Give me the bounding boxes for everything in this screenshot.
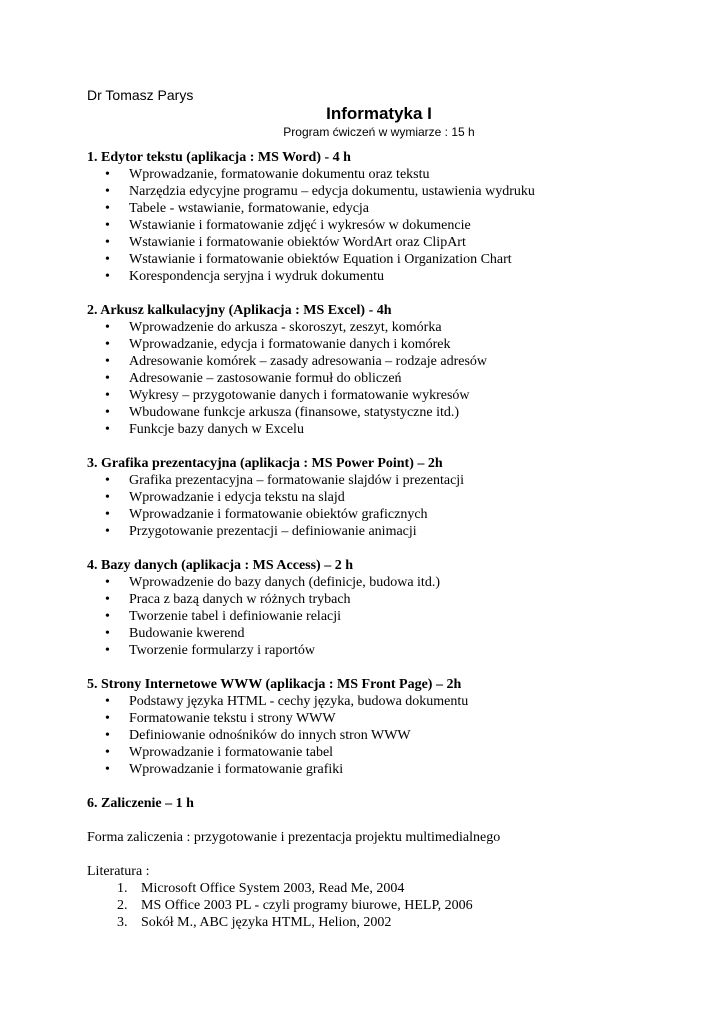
list-item-text: Funkcje bazy danych w Excelu <box>129 422 304 437</box>
bullet-icon: • <box>105 762 110 777</box>
bullet-list <box>87 574 647 659</box>
list-item <box>87 761 647 778</box>
bullet-icon: • <box>105 371 110 386</box>
bullet-icon: • <box>105 643 110 658</box>
list-item-text: Wprowadzenie do arkusza - skoroszyt, zeszyt, komórka <box>129 320 442 335</box>
literature-item <box>87 914 647 931</box>
section-heading: 2. Arkusz kalkulacyjny (Aplikacja : MS Excel) - 4h <box>87 303 392 318</box>
literature-number: 2. <box>117 898 128 913</box>
list-item-text: Budowanie kwerend <box>129 626 245 641</box>
section-3 <box>87 455 647 540</box>
list-item <box>87 472 647 489</box>
list-item <box>87 234 647 251</box>
list-item <box>87 506 647 523</box>
list-item-text: Przygotowanie prezentacji – definiowanie animacji <box>129 524 417 539</box>
list-item-text: Wprowadzanie i formatowanie obiektów graficznych <box>129 507 428 522</box>
list-item <box>87 608 647 625</box>
literature-item <box>87 880 647 897</box>
bullet-list <box>87 693 647 778</box>
list-item <box>87 251 647 268</box>
list-item-text: Wprowadzenie do bazy danych (definicje, budowa itd.) <box>129 575 440 590</box>
assessment-text: Forma zaliczenia : przygotowanie i prezentacja projektu multimedialnego <box>87 830 501 845</box>
list-item-text: Formatowanie tekstu i strony WWW <box>129 711 336 726</box>
bullet-icon: • <box>105 473 110 488</box>
document-page <box>87 86 647 931</box>
bullet-icon: • <box>105 320 110 335</box>
bullet-list <box>87 166 647 285</box>
list-item <box>87 523 647 540</box>
list-item <box>87 404 647 421</box>
list-item-text: Grafika prezentacyjna – formatowanie slajdów i prezentacji <box>129 473 465 488</box>
list-item-text: Wprowadzanie i formatowanie tabel <box>129 745 334 760</box>
list-item <box>87 353 647 370</box>
course-sections <box>87 149 647 812</box>
section-1 <box>87 149 647 285</box>
bullet-icon: • <box>105 609 110 624</box>
document-subtitle: Program ćwiczeń w wymiarze : 15 h <box>283 125 475 139</box>
list-item-text: Narzędzia edycyjne programu – edycja dokumentu, ustawienia wydruku <box>129 184 535 199</box>
list-item-text: Wprowadzanie i formatowanie grafiki <box>129 762 344 777</box>
list-item-text: Wstawianie i formatowanie zdjęć i wykresów w dokumencie <box>129 218 471 233</box>
list-item <box>87 387 647 404</box>
bullet-icon: • <box>105 592 110 607</box>
bullet-icon: • <box>105 184 110 199</box>
literature-item <box>87 897 647 914</box>
bullet-icon: • <box>105 575 110 590</box>
list-item-text: Wprowadzanie, edycja i formatowanie danych i komórek <box>129 337 451 352</box>
list-item-text: Adresowanie komórek – zasady adresowania – rodzaje adresów <box>129 354 488 369</box>
bullet-icon: • <box>105 269 110 284</box>
list-item <box>87 710 647 727</box>
bullet-icon: • <box>105 354 110 369</box>
literature-number: 1. <box>117 881 128 896</box>
bullet-icon: • <box>105 626 110 641</box>
list-item-text: Adresowanie – zastosowanie formuł do obliczeń <box>129 371 402 386</box>
author-name: Dr Tomasz Parys <box>87 87 194 103</box>
section-2 <box>87 302 647 438</box>
list-item <box>87 200 647 217</box>
bullet-icon: • <box>105 745 110 760</box>
list-item <box>87 319 647 336</box>
bullet-icon: • <box>105 252 110 267</box>
bullet-icon: • <box>105 422 110 437</box>
section-heading: 4. Bazy danych (aplikacja : MS Access) – 2 h <box>87 558 353 573</box>
list-item-text: Tworzenie tabel i definiowanie relacji <box>129 609 342 624</box>
list-item <box>87 166 647 183</box>
section-heading: 6. Zaliczenie – 1 h <box>87 796 194 811</box>
bullet-icon: • <box>105 524 110 539</box>
list-item-text: Podstawy języka HTML - cechy języka, budowa dokumentu <box>129 694 469 709</box>
list-item <box>87 421 647 438</box>
list-item-text: Wbudowane funkcje arkusza (finansowe, statystyczne itd.) <box>129 405 460 420</box>
bullet-icon: • <box>105 728 110 743</box>
list-item-text: Wykresy – przygotowanie danych i formatowanie wykresów <box>129 388 470 403</box>
literature-text: Microsoft Office System 2003, Read Me, 2004 <box>141 881 405 896</box>
list-item-text: Tabele - wstawianie, formatowanie, edycja <box>129 201 370 216</box>
list-item-text: Wstawianie i formatowanie obiektów Equation i Organization Chart <box>129 252 512 267</box>
document-title: Informatyka I <box>326 104 432 123</box>
bullet-icon: • <box>105 218 110 233</box>
literature-text: Sokół M., ABC języka HTML, Helion, 2002 <box>141 915 392 930</box>
bullet-icon: • <box>105 167 110 182</box>
list-item <box>87 744 647 761</box>
bullet-icon: • <box>105 405 110 420</box>
list-item <box>87 217 647 234</box>
bullet-icon: • <box>105 507 110 522</box>
section-heading: 3. Grafika prezentacyjna (aplikacja : MS Power Point) – 2h <box>87 456 443 471</box>
list-item-text: Praca z bazą danych w różnych trybach <box>129 592 351 607</box>
list-item <box>87 591 647 608</box>
list-item <box>87 336 647 353</box>
literature-text: MS Office 2003 PL - czyli programy biurowe, HELP, 2006 <box>141 898 473 913</box>
list-item <box>87 489 647 506</box>
list-item-text: Korespondencja seryjna i wydruk dokumentu <box>129 269 385 284</box>
literature-label: Literatura : <box>87 864 150 879</box>
section-heading: 1. Edytor tekstu (aplikacja : MS Word) - 4 h <box>87 150 351 165</box>
bullet-icon: • <box>105 337 110 352</box>
list-item <box>87 642 647 659</box>
literature-number: 3. <box>117 915 128 930</box>
list-item <box>87 574 647 591</box>
list-item <box>87 370 647 387</box>
list-item-text: Wprowadzanie i edycja tekstu na slajd <box>129 490 345 505</box>
list-item <box>87 268 647 285</box>
bullet-icon: • <box>105 201 110 216</box>
list-item-text: Wprowadzanie, formatowanie dokumentu oraz tekstu <box>129 167 430 182</box>
section-5 <box>87 676 647 778</box>
bullet-list <box>87 472 647 540</box>
bullet-icon: • <box>105 235 110 250</box>
bullet-list <box>87 319 647 438</box>
bullet-icon: • <box>105 711 110 726</box>
list-item <box>87 183 647 200</box>
section-4 <box>87 557 647 659</box>
literature-list <box>87 880 647 931</box>
list-item-text: Definiowanie odnośników do innych stron WWW <box>129 728 411 743</box>
list-item-text: Wstawianie i formatowanie obiektów WordArt oraz ClipArt <box>129 235 466 250</box>
list-item <box>87 693 647 710</box>
bullet-icon: • <box>105 694 110 709</box>
bullet-icon: • <box>105 490 110 505</box>
section-heading: 5. Strony Internetowe WWW (aplikacja : MS Front Page) – 2h <box>87 677 462 692</box>
list-item <box>87 727 647 744</box>
section-6 <box>87 795 647 812</box>
list-item-text: Tworzenie formularzy i raportów <box>129 643 315 658</box>
list-item <box>87 625 647 642</box>
bullet-icon: • <box>105 388 110 403</box>
